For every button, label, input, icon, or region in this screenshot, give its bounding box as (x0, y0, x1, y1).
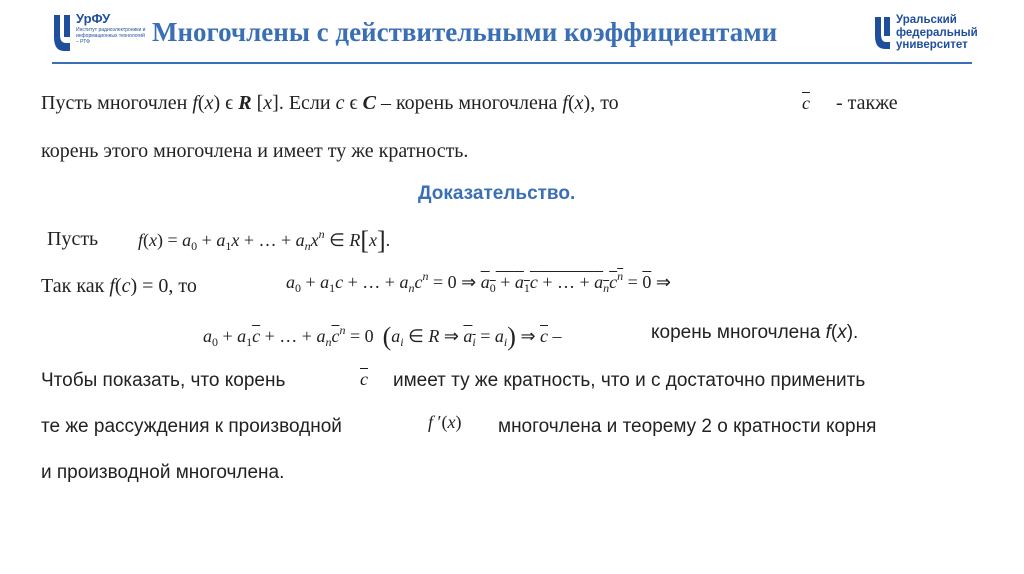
polynomial-formula: $f(x) = a_0 + a_1x$ + … + $a_nx^n$ ∈ R[x]. (138, 226, 391, 255)
theorem-text-b: Если (288, 92, 331, 114)
theorem-line-2: корень этого многочлена и имеет ту же кратность. (41, 140, 469, 162)
conclusion-line-2b: многочлена и теорему 2 о кратности корня (498, 416, 877, 437)
root-of-label: корень многочлена (651, 322, 821, 343)
urfu-logo-name: УрФУ (76, 11, 111, 26)
theorem-text-a: Пусть многочлен (41, 92, 188, 114)
conjugate-root-equation: $a_0 + a_1\overline{c}$ + … + $a_n\overline{c}^n = 0$ ($a_i$ ∈ R ⇒ $a_i = a_i$) ⇒ $\overline{c}$ – (203, 322, 562, 351)
proof-heading: Доказательство. (418, 183, 576, 204)
root-of-polynomial: корень многочлена f(x). (651, 322, 859, 343)
theorem-line-1: Пусть многочлен f(x) ϵ R [x]. Если c ϵ C – корень многочлена f(x), то (41, 92, 619, 114)
conjugation-equation: $a_0 + a_1c$ + … + $a_nc^n = 0$ ⇒ $a_0 + a_1c$ + … + $a_nc^n = 0$ ⇒ (286, 269, 671, 295)
c-conjugate-2: $\overline{c}$ (360, 369, 368, 389)
conclusion-line-1a: Чтобы показать, что корень (41, 370, 286, 391)
theorem-also: - также (836, 92, 898, 114)
proof-since-label: Так как (41, 275, 105, 297)
university-name (896, 14, 978, 52)
theorem-text-c: – корень многочлена (380, 92, 558, 114)
urfu-university-logo (874, 14, 978, 54)
c-conjugate-1: $\overline{c}$ (802, 93, 810, 113)
conclusion-line-1b: имеет ту же кратность, что и с достаточно применить (393, 370, 866, 391)
theorem-text-d: , то (590, 92, 619, 114)
proof-since-eq: = 0, то (142, 275, 197, 297)
proof-let: Пусть (47, 228, 99, 250)
urfu-university-logo-icon (874, 16, 892, 50)
conclusion-line-2a: те же рассуждения к производной (41, 416, 342, 437)
slide-title: Многочлены с действительными коэффициентами (152, 17, 778, 47)
university-name-line2: федеральный (896, 26, 978, 39)
urfu-logo (52, 11, 146, 55)
proof-since: Так как f(c) = 0, то (41, 275, 197, 297)
derivative-formula: f ′(x) (428, 412, 462, 432)
conclusion-line-3: и производной многочлена. (41, 462, 285, 483)
university-name-line1: Уральский (896, 14, 957, 26)
urfu-logo-subtitle: Институт радиоэлектроники и информационных технологий – РТФ (76, 27, 146, 45)
urfu-logo-icon (52, 13, 72, 53)
header-divider (52, 62, 972, 64)
university-name-line3: университет (896, 39, 968, 51)
